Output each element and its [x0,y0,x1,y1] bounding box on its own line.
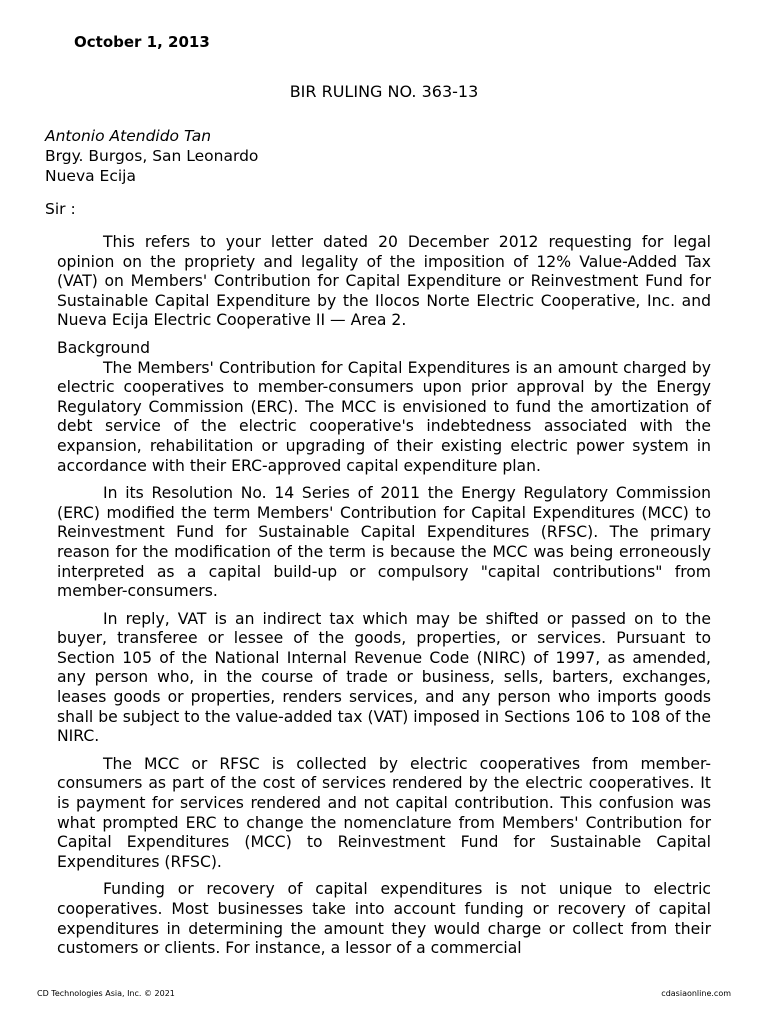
section-heading-background: Background [57,338,151,357]
letter-body [57,233,711,967]
paragraph-intro: This refers to your letter dated 20 December 2012 requesting for legal opinion on the propriety and legality of the imposition of 12% Value-Added Tax (VAT) on Members' Contribution for Capital Expenditure or Reinvestment Fund for Sustainable Capital Expenditure by the Ilocos Norte Electric Cooperative, Inc. and Nueva Ecija Electric Cooperative II — Area 2. [57,233,711,330]
footer-copyright: CD Technologies Asia, Inc. © 2021 [37,989,175,998]
addressee-name: Antonio Atendido Tan [45,127,212,145]
ruling-date: October 1, 2013 [74,33,210,51]
ruling-number: BIR RULING NO. 363-13 [289,82,479,101]
addressee-block [45,126,258,186]
paragraph-rfsc-collection: The MCC or RFSC is collected by electric cooperatives from member-consumers as part of the cost of services rendered by the electric cooperatives. It is payment for services rendered and not capital contribution. This confusion was what prompted ERC to change the nomenclature from Members' Contribution for Capital Expenditures (MCC) to Reinvestment Fund for Sustainable Capital Expenditures (RFSC). [57,754,711,871]
salutation: Sir : [45,200,76,218]
paragraph-erc-resolution: In its Resolution No. 14 Series of 2011 the Energy Regulatory Commission (ERC) modified the term Members' Contribution for Capital Expenditures (MCC) to Reinvestment Fund for Sustainable Capital Expenditures (RFSC). The primary reason for the modification of the term is because the MCC was being erroneously interpreted as a capital build-up or compulsory "capital contributions" from member-consumers. [57,484,711,601]
addressee-line1: Brgy. Burgos, San Leonardo [45,147,259,165]
paragraph-vat-reply: In reply, VAT is an indirect tax which may be shifted or passed on to the buyer, transferee or lessee of the goods, properties, or services. Pursuant to Section 105 of the National Internal Revenue Code (NIRC) of 1997, as amended, any person who, in the course of trade or business, sells, barters, exchanges, leases goods or properties, renders services, and any person who imports goods shall be subject to the value-added tax (VAT) imposed in Sections 106 to 108 of the NIRC. [57,609,711,746]
addressee-line2: Nueva Ecija [45,167,136,185]
footer-website: cdasiaonline.com [661,989,731,998]
paragraph-funding-recovery: Funding or recovery of capital expenditures is not unique to electric cooperatives. Most businesses take into account funding or recovery of capital expenditures in determining the amount they would charge or collect from their customers or clients. For instance, a lessor of a commercial [57,880,711,958]
paragraph-mcc-definition: The Members' Contribution for Capital Expenditures is an amount charged by electric cooperatives to member-consumers upon prior approval by the Energy Regulatory Commission (ERC). The MCC is envisioned to fund the amortization of debt service of the electric cooperative's indebtedness associated with the expansion, rehabilitation or upgrading of their existing electric power system in accordance with their ERC-approved capital expenditure plan. [57,358,711,475]
